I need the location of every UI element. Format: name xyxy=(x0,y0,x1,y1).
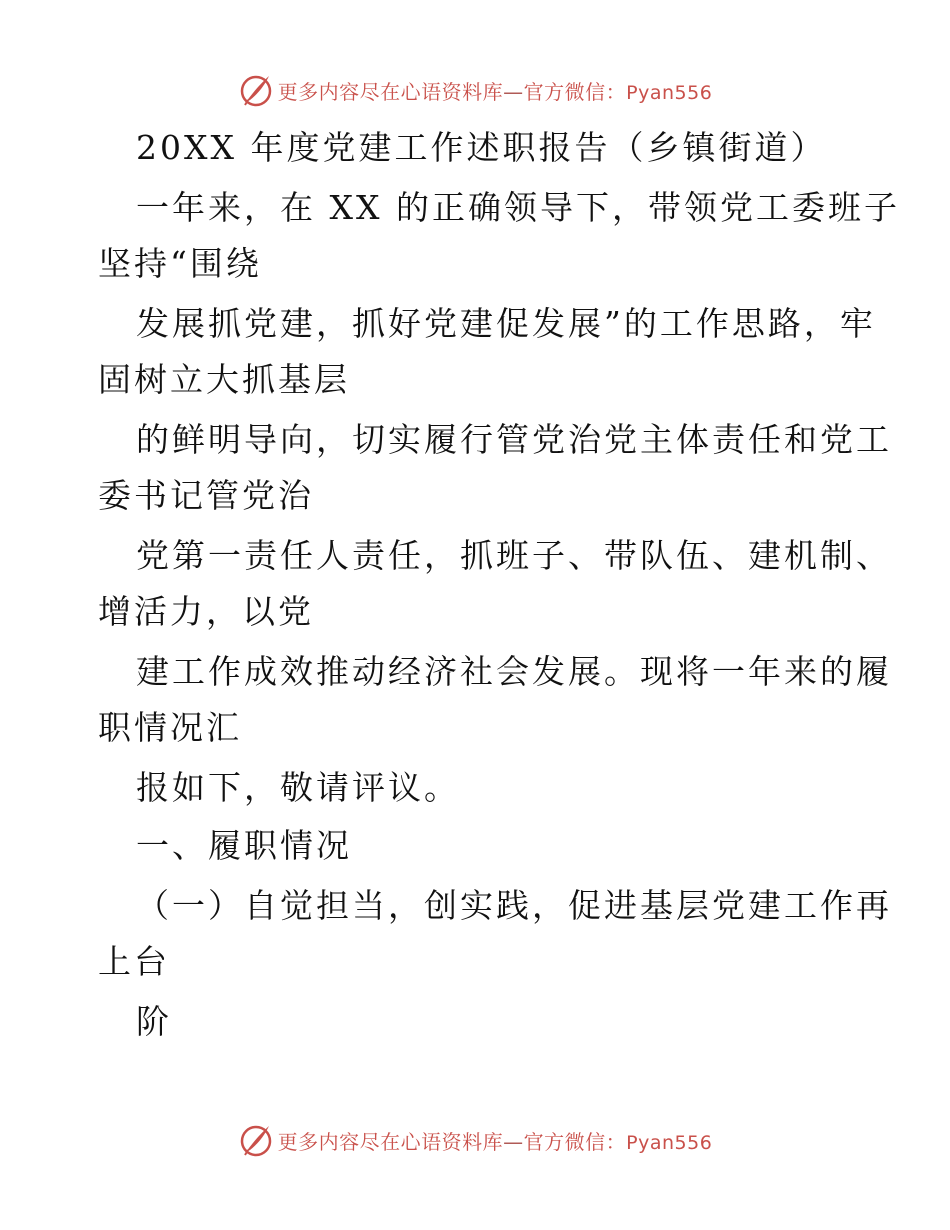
subsection-heading: （一）自觉担当，创实践，促进基层党建工作再 xyxy=(136,886,892,925)
watermark-wechat-label: 官方微信： xyxy=(523,79,627,104)
paragraph-line: 发展抓党建，抓好党建促发展”的工作思路，牢 xyxy=(136,304,876,343)
watermark-dash: — xyxy=(503,1129,524,1154)
watermark-wechat-label: 官方微信： xyxy=(523,1129,627,1154)
paragraph-line: 上台 xyxy=(98,942,170,981)
watermark-dash: — xyxy=(503,79,524,104)
header-watermark xyxy=(0,70,950,110)
paragraph-line: 职情况汇 xyxy=(98,708,242,747)
quill-pen-logo-icon xyxy=(238,72,274,108)
paragraph-line: 建工作成效推动经济社会发展。现将一年来的履 xyxy=(136,652,892,691)
paragraph-line: 坚持“围绕 xyxy=(98,244,262,283)
watermark-account: Pyan556 xyxy=(626,1131,713,1154)
paragraph-line: 的鲜明导向，切实履行管党治党主体责任和党工 xyxy=(136,420,892,459)
watermark-site-text: 更多内容尽在心语资料库 xyxy=(277,1129,504,1154)
paragraph-line: 阶 xyxy=(136,1002,172,1041)
watermark-text xyxy=(278,76,713,105)
watermark-text xyxy=(278,1126,713,1155)
paragraph-line: 增活力，以党 xyxy=(98,592,314,631)
footer-watermark xyxy=(0,1120,950,1160)
watermark-site-text: 更多内容尽在心语资料库 xyxy=(277,79,504,104)
paragraph-line: 固树立大抓基层 xyxy=(98,360,350,399)
document-title: 20XX 年度党建工作述职报告（乡镇街道） xyxy=(136,128,827,167)
watermark-account: Pyan556 xyxy=(626,81,713,104)
paragraph-line: 党第一责任人责任，抓班子、带队伍、建机制、 xyxy=(136,536,892,575)
quill-pen-logo-icon xyxy=(238,1122,274,1158)
paragraph-line: 委书记管党治 xyxy=(98,476,314,515)
paragraph-line: 一年来，在 XX 的正确领导下，带领党工委班子 xyxy=(136,188,900,227)
section-heading: 一、履职情况 xyxy=(136,826,352,865)
paragraph-line: 报如下，敬请评议。 xyxy=(136,768,460,807)
